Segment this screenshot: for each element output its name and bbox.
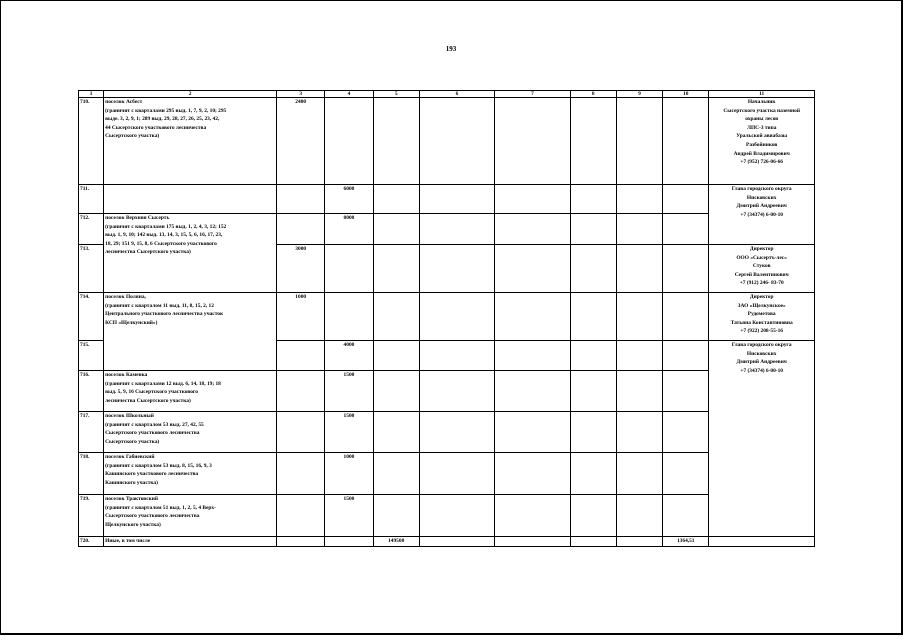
cell-col3 (277, 453, 325, 495)
description-line: поселок Габиевский (105, 454, 155, 460)
object-description (104, 412, 277, 453)
cell-col3 (277, 214, 325, 245)
cell-col6 (419, 185, 494, 214)
row-number: 715. (79, 341, 104, 371)
description-line: выд. 5, 9, 16 Сысертского участкового (105, 389, 198, 396)
contact-line: Дмитрий Андреевич (736, 359, 787, 366)
cell-col7 (495, 98, 570, 185)
responsible-contact (709, 341, 815, 537)
cell-col9 (616, 245, 662, 293)
cell-col5 (373, 453, 419, 495)
cell-col8 (570, 185, 616, 214)
responsible-contact (709, 293, 815, 341)
cell-col10 (663, 341, 709, 371)
cell-col9 (616, 453, 662, 495)
cell-col8 (570, 371, 616, 412)
table-row (79, 412, 815, 453)
cell-col4: 4000 (325, 341, 373, 371)
cell-col8 (570, 537, 616, 547)
responsible-contact (709, 245, 815, 293)
cell-col4: 1000 (325, 453, 373, 495)
cell-col9 (616, 495, 662, 537)
description-line: поселок Каменка (105, 372, 148, 378)
contact-line: +7 (922) 208-55-16 (740, 328, 783, 335)
description-line: лесничества Сысертского участка) (105, 249, 191, 256)
cell-col4: 1500 (325, 371, 373, 412)
cell-col10 (663, 98, 709, 185)
cell-col9 (616, 341, 662, 371)
col-header: 9 (616, 91, 662, 98)
responsible-contact (709, 98, 815, 185)
contact-line: Разбойников (746, 141, 778, 148)
cell-col5: 149500 (373, 537, 419, 547)
table-row (79, 453, 815, 495)
cell-col4: 8000 (325, 214, 373, 245)
cell-col7 (495, 245, 570, 293)
cell-col7 (495, 293, 570, 341)
cell-col10 (663, 185, 709, 214)
cell-col5 (373, 214, 419, 245)
description-line: 44 Сысертского участкового лесничества (105, 124, 207, 131)
col-header: 4 (325, 91, 373, 98)
table-row (79, 537, 815, 547)
cell-col10 (663, 495, 709, 537)
object-description (104, 371, 277, 412)
table-row (79, 98, 815, 185)
cell-col9 (616, 98, 662, 185)
description-line: (граничит с кварталами 295 выд. 1, 7, 9, 2, 10; 295 (105, 107, 227, 114)
cell-col6 (419, 412, 494, 453)
col-header: 2 (104, 91, 277, 98)
cell-col8 (570, 245, 616, 293)
cell-col9 (616, 412, 662, 453)
description-line: (граничит с кварталом 53 выд. 8, 15, 16, 9, 3 (105, 462, 212, 469)
cell-col8 (570, 214, 616, 245)
description-line: лесничества Сысертского участка) (105, 397, 191, 404)
cell-col4: 6000 (325, 185, 373, 214)
cell-col3 (277, 341, 325, 371)
cell-col7 (495, 453, 570, 495)
cell-col9 (616, 537, 662, 547)
cell-col8 (570, 293, 616, 341)
object-description (104, 98, 277, 185)
cell-col10 (663, 214, 709, 245)
header-row (79, 91, 815, 98)
cell-col6 (419, 98, 494, 185)
object-description: Иные, в том числе (104, 537, 277, 547)
contact-line: Рудометова (747, 311, 776, 318)
contact-line: ЛПС-3 типа (746, 124, 777, 131)
contact-line: Уральской авиабазы (736, 133, 788, 140)
object-description (104, 495, 277, 537)
cell-col6 (419, 293, 494, 341)
cell-col10 (663, 453, 709, 495)
cell-col6 (419, 341, 494, 371)
cell-col4: 1500 (325, 495, 373, 537)
cell-col3 (277, 412, 325, 453)
col-header: 6 (419, 91, 494, 98)
cell-col5 (373, 245, 419, 293)
cell-col9 (616, 293, 662, 341)
table-row (79, 495, 815, 537)
cell-col6 (419, 537, 494, 547)
cell-col5 (373, 293, 419, 341)
table-row (79, 185, 815, 214)
description-line: Кашинского участка) (105, 479, 158, 486)
cell-col8 (570, 495, 616, 537)
cell-col5 (373, 412, 419, 453)
cell-col4 (325, 245, 373, 293)
contact-line: Дмитрий Андреевич (736, 203, 787, 210)
description-line: (граничит с кварталом 51 выд. 1, 2, 5, 4 Верх- (105, 504, 216, 511)
row-number: 714. (79, 293, 104, 341)
description-line: 18, 29; 151 9, 15, 8, 6 Сысертского участкового (105, 240, 217, 247)
cell-col3: 3000 (277, 245, 325, 293)
cell-col10 (663, 371, 709, 412)
data-table (78, 90, 815, 547)
cell-col9 (616, 371, 662, 412)
cell-col4 (325, 98, 373, 185)
cell-col10 (663, 412, 709, 453)
contact-line: охраны лесов (745, 116, 779, 123)
cell-col7 (495, 412, 570, 453)
row-number: 712. (79, 214, 104, 245)
description-line: (граничит с кварталами 175 выд. 1, 2, 4, 3, 12; 152 (105, 223, 227, 230)
cell-col5 (373, 185, 419, 214)
contact-line: +7 (34374) 6-00-10 (740, 211, 783, 218)
cell-col10: 1364,51 (663, 537, 709, 547)
cell-col3: 2400 (277, 98, 325, 185)
col-header: 11 (709, 91, 815, 98)
description-line: поселок Поляна, (105, 294, 146, 300)
col-header: 7 (495, 91, 570, 98)
cell-col6 (419, 371, 494, 412)
description-line: Щелкунского участка) (105, 521, 161, 528)
description-line: (граничит с кварталами 12 выд. 6, 14, 18, 19; 18 (105, 380, 221, 387)
contact-line: +7 (952) 726-06-66 (740, 159, 783, 166)
contact-line: Глава городского округа (731, 342, 792, 348)
cell-col3 (277, 495, 325, 537)
row-number: 719. (79, 495, 104, 537)
contact-line: Сергей Валентинович (734, 271, 789, 278)
object-description (104, 293, 277, 371)
responsible-contact (709, 185, 815, 245)
contact-line: Сысертского участка наземной (723, 107, 800, 114)
description-line: поселок Трактовский (105, 496, 158, 502)
col-header: 1 (79, 91, 104, 98)
description-line: Сысертского участкового лесничества (105, 430, 200, 437)
cell-col5 (373, 495, 419, 537)
description-line: поселок Асбест (105, 99, 143, 105)
description-line: Кашинского участкового лесничества (105, 471, 199, 478)
cell-col10 (663, 293, 709, 341)
col-header: 5 (373, 91, 419, 98)
contact-line: Татьяна Константиновна (730, 319, 793, 326)
description-line: выде. 3, 2, 9, 1; 289 выд. 29, 28, 27, 26, 25, 23, 42, (105, 116, 220, 123)
object-description (104, 453, 277, 495)
table-row (79, 214, 815, 245)
cell-col9 (616, 185, 662, 214)
row-number: 720. (79, 537, 104, 547)
cell-col7 (495, 341, 570, 371)
contact-line: Нисковских (746, 350, 777, 357)
row-number: 711. (79, 185, 104, 214)
contact-line: Глава городского округа (731, 186, 792, 192)
cell-col3: 1000 (277, 293, 325, 341)
cell-col6 (419, 495, 494, 537)
row-number: 716. (79, 371, 104, 412)
cell-col5 (373, 341, 419, 371)
table-row (79, 371, 815, 412)
contact-line: Начальник (747, 99, 776, 105)
row-number: 717. (79, 412, 104, 453)
cell-col3 (277, 371, 325, 412)
description-line: КСП «Щелкунский») (105, 319, 158, 326)
contact-line: Директор (749, 246, 774, 252)
contact-line: ЗАО «Щелкунское» (737, 302, 786, 309)
cell-col3 (277, 537, 325, 547)
cell-col10 (663, 245, 709, 293)
cell-col4 (325, 293, 373, 341)
description-line: Сысертского участка) (105, 438, 160, 445)
contact-line: Андрей Владимирович (733, 150, 790, 157)
description-line: поселок Школьный (105, 413, 154, 419)
table-row (79, 293, 815, 341)
cell-col7 (495, 495, 570, 537)
col-header: 3 (277, 91, 325, 98)
col-header: 8 (570, 91, 616, 98)
responsible-contact (709, 537, 815, 547)
cell-col5 (373, 371, 419, 412)
cell-col7 (495, 185, 570, 214)
contact-line: Нисковских (746, 194, 777, 201)
row-number: 713. (79, 245, 104, 293)
cell-col8 (570, 98, 616, 185)
description-line: (граничит с кварталом 53 выд. 27, 42, 55 (105, 421, 204, 428)
cell-col8 (570, 453, 616, 495)
description-line: Центрального участкового лесничества участок (105, 311, 224, 318)
contact-line: ООО «Сысертъ-лес» (736, 254, 788, 261)
description-line: Сысертского участка) (105, 133, 160, 140)
cell-col6 (419, 453, 494, 495)
cell-col4: 1500 (325, 412, 373, 453)
row-number: 710. (79, 98, 104, 185)
col-header: 10 (663, 91, 709, 98)
description-line: поселок Верхняя Сысерть (105, 215, 170, 221)
object-description (104, 185, 277, 214)
cell-col8 (570, 412, 616, 453)
cell-col3 (277, 185, 325, 214)
cell-col4 (325, 537, 373, 547)
contact-line: +7 (912) 246- 83-70 (739, 280, 784, 287)
contact-line: Директор (749, 294, 774, 300)
cell-col8 (570, 341, 616, 371)
cell-col6 (419, 245, 494, 293)
description-line: выд. 1, 9, 10; 142 выд. 13, 14, 3, 15, 5, 6, 16, 17, 23, (105, 232, 223, 239)
cell-col7 (495, 371, 570, 412)
cell-col7 (495, 537, 570, 547)
object-description (104, 214, 277, 293)
cell-col6 (419, 214, 494, 245)
page-number: 193 (445, 45, 457, 53)
cell-col7 (495, 214, 570, 245)
cell-col5 (373, 98, 419, 185)
description-line: Сысертского участкового лесничества (105, 513, 200, 520)
cell-col9 (616, 214, 662, 245)
row-number: 718. (79, 453, 104, 495)
description-line: (граничит с кварталом 11 выд. 11, 8, 15, 2, 12 (105, 302, 214, 309)
contact-line: +7 (34374) 6-00-10 (740, 367, 783, 374)
contact-line: Стуков (752, 263, 771, 270)
